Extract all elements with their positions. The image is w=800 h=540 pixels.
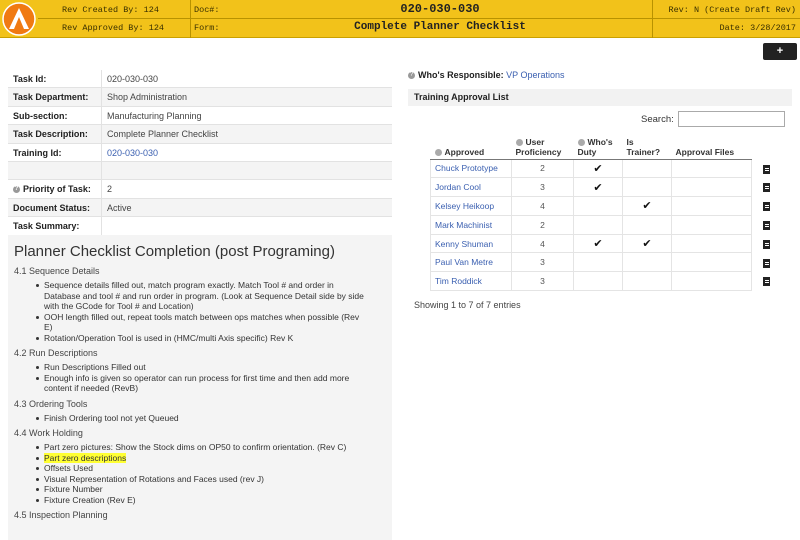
list-item: Rotation/Operation Tool is used in (HMC/multi Axis specific) Rev K bbox=[36, 333, 392, 344]
file-icon[interactable] bbox=[763, 183, 770, 192]
sort-icon bbox=[578, 139, 585, 146]
files-cell bbox=[672, 215, 752, 234]
task-id-label: Task Id: bbox=[13, 74, 47, 84]
file-icon[interactable] bbox=[763, 221, 770, 230]
proficiency-cell: 3 bbox=[512, 272, 574, 291]
task-desc-value: Complete Planner Checklist bbox=[107, 129, 219, 140]
duty-check-icon: ✔ bbox=[574, 159, 623, 178]
responsible-link[interactable]: VP Operations bbox=[506, 70, 565, 80]
proficiency-cell: 2 bbox=[512, 215, 574, 234]
priority-value: 2 bbox=[107, 184, 113, 195]
summary-label: Task Summary: bbox=[13, 221, 80, 232]
user-link[interactable]: Chuck Prototype bbox=[431, 159, 512, 178]
training-id-link[interactable]: 020-030-030 bbox=[107, 147, 159, 158]
list-item: Visual Representation of Rotations and Faces used (rev J) bbox=[36, 474, 392, 485]
table-row bbox=[431, 215, 782, 234]
info-icon: ? bbox=[14, 186, 19, 193]
info-icon: ? bbox=[409, 72, 414, 79]
col-approved[interactable]: Approved bbox=[431, 133, 512, 159]
spacer-row bbox=[8, 162, 392, 180]
trainer-check-icon bbox=[623, 253, 672, 272]
subsection-value: Manufacturing Planning bbox=[107, 110, 202, 121]
user-link[interactable]: Kenny Shuman bbox=[431, 234, 512, 253]
priority-label: Priority of Task: bbox=[23, 184, 91, 195]
list-item: Part zero pictures: Show the Stock dims on OP50 to confirm orientation. (Rev C) bbox=[36, 442, 392, 453]
section-heading: 4.3 Ordering Tools bbox=[14, 398, 88, 409]
list-item: Enough info is given so operator can run process for first time and then add more content if needed (RevB) bbox=[36, 373, 392, 394]
form-title: Complete Planner Checklist bbox=[354, 21, 526, 33]
responsible bbox=[408, 70, 565, 80]
rev-info: Rev: N (Create Draft Rev) bbox=[668, 5, 796, 15]
table-row bbox=[431, 159, 782, 178]
subsection-label: Sub-section: bbox=[13, 110, 68, 121]
search-input[interactable] bbox=[678, 111, 785, 127]
user-link[interactable]: Jordan Cool bbox=[431, 178, 512, 197]
task-dept-value: Shop Administration bbox=[107, 92, 188, 103]
files-cell bbox=[672, 159, 752, 178]
status-label: Document Status: bbox=[13, 202, 91, 213]
list-item: Sequence details filled out, match program exactly. Match Tool # and order in Database and tool # and run order in program. (Look at Sequence Detail side by side with the GCode for Tool # and Location) bbox=[36, 280, 392, 312]
run-desc-list bbox=[36, 362, 392, 394]
col-duty[interactable]: Who's Duty bbox=[574, 133, 623, 159]
list-item: Part zero descriptions bbox=[36, 453, 392, 464]
col-files[interactable]: Approval Files bbox=[672, 133, 752, 159]
file-icon[interactable] bbox=[763, 259, 770, 268]
header-bar bbox=[0, 0, 800, 38]
section-heading: 4.2 Run Descriptions bbox=[14, 348, 98, 358]
proficiency-cell: 2 bbox=[512, 159, 574, 178]
rev-date: Date: 3/28/2017 bbox=[719, 23, 796, 33]
entries-count: Showing 1 to 7 of 7 entries bbox=[414, 300, 521, 310]
trainer-check-icon: ✔ bbox=[623, 197, 672, 216]
status-row bbox=[8, 199, 392, 217]
rev-approved: Rev Approved By: 124 bbox=[62, 23, 165, 33]
user-link[interactable]: Tim Roddick bbox=[431, 272, 512, 291]
form-label: Form: bbox=[194, 23, 220, 33]
duty-check-icon bbox=[574, 197, 623, 216]
duty-check-icon bbox=[574, 272, 623, 291]
list-item: Fixture Creation (Rev E) bbox=[36, 495, 392, 506]
files-cell bbox=[672, 253, 752, 272]
trainer-check-icon bbox=[623, 159, 672, 178]
task-id-value: 020-030-030 bbox=[107, 74, 159, 84]
doc-label: Doc#: bbox=[194, 5, 220, 15]
file-icon[interactable] bbox=[763, 202, 770, 211]
col-proficiency[interactable]: User Proficiency bbox=[512, 133, 574, 159]
responsible-label: Who's Responsible: bbox=[418, 70, 504, 80]
approval-list-title: Training Approval List bbox=[408, 89, 792, 106]
list-item: OOH length filled out, repeat tools match between ops matches when possible (Rev E) bbox=[36, 312, 392, 333]
user-link[interactable]: Kelsey Heikoop bbox=[431, 197, 512, 216]
search-label: Search: bbox=[641, 114, 674, 125]
section-heading: 4.5 Inspection Planning bbox=[14, 510, 108, 520]
proficiency-cell: 3 bbox=[512, 178, 574, 197]
duty-check-icon bbox=[574, 215, 623, 234]
table-row bbox=[431, 197, 782, 216]
task-id-row bbox=[8, 70, 392, 88]
task-desc-row bbox=[8, 125, 392, 143]
ordering-list bbox=[36, 413, 392, 424]
list-item: Finish Ordering tool not yet Queued bbox=[36, 413, 392, 424]
sort-icon bbox=[516, 139, 523, 146]
add-button[interactable]: + bbox=[763, 43, 797, 60]
file-icon[interactable] bbox=[763, 240, 770, 249]
section-heading: 4.1 Sequence Details bbox=[14, 266, 100, 276]
task-dept-row bbox=[8, 88, 392, 106]
user-link[interactable]: Paul Van Metre bbox=[431, 253, 512, 272]
table-row bbox=[431, 234, 782, 253]
files-cell bbox=[672, 234, 752, 253]
col-icon bbox=[752, 133, 782, 159]
trainer-check-icon bbox=[623, 215, 672, 234]
logo-icon bbox=[2, 2, 36, 36]
col-trainer[interactable]: Is Trainer? bbox=[623, 133, 672, 159]
duty-check-icon bbox=[574, 253, 623, 272]
duty-check-icon: ✔ bbox=[574, 178, 623, 197]
table-row bbox=[431, 272, 782, 291]
approval-table bbox=[430, 133, 782, 291]
proficiency-cell: 4 bbox=[512, 234, 574, 253]
list-item: Run Descriptions Filled out bbox=[36, 362, 392, 373]
list-item: Fixture Number bbox=[36, 484, 392, 495]
training-id-row bbox=[8, 144, 392, 162]
task-info-table bbox=[8, 70, 392, 236]
section-heading: 4.4 Work Holding bbox=[14, 428, 83, 438]
file-icon[interactable] bbox=[763, 277, 770, 286]
training-id-label: Training Id: bbox=[13, 147, 62, 158]
summary-title: Planner Checklist Completion (post Programing) bbox=[14, 243, 335, 260]
table-row bbox=[431, 178, 782, 197]
user-link[interactable]: Mark Machinist bbox=[431, 215, 512, 234]
files-cell bbox=[672, 272, 752, 291]
trainer-check-icon: ✔ bbox=[623, 234, 672, 253]
proficiency-cell: 3 bbox=[512, 253, 574, 272]
rev-created: Rev Created By: 124 bbox=[62, 5, 159, 15]
table-row bbox=[431, 253, 782, 272]
sort-icon bbox=[435, 149, 442, 156]
list-item: Offsets Used bbox=[36, 463, 392, 474]
summary-row bbox=[8, 217, 392, 235]
files-cell bbox=[672, 178, 752, 197]
trainer-check-icon bbox=[623, 178, 672, 197]
sequence-list bbox=[36, 280, 392, 343]
status-value: Active bbox=[107, 202, 132, 213]
subsection-row bbox=[8, 107, 392, 125]
doc-number: 020-030-030 bbox=[400, 2, 480, 16]
task-dept-label: Task Department: bbox=[13, 92, 89, 103]
files-cell bbox=[672, 197, 752, 216]
task-desc-label: Task Description: bbox=[13, 129, 88, 140]
task-summary bbox=[8, 235, 392, 540]
trainer-check-icon bbox=[623, 272, 672, 291]
priority-row bbox=[8, 180, 392, 198]
work-holding-list bbox=[36, 442, 392, 505]
duty-check-icon: ✔ bbox=[574, 234, 623, 253]
proficiency-cell: 4 bbox=[512, 197, 574, 216]
file-icon[interactable] bbox=[763, 165, 770, 174]
